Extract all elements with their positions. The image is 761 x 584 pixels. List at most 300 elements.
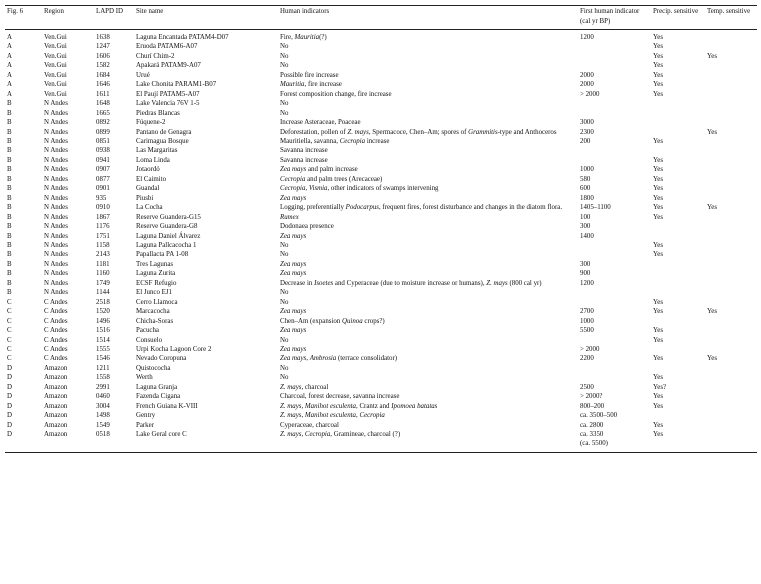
- cell-lapd-id: 2143: [96, 251, 110, 259]
- cell-region: Amazon: [44, 412, 68, 420]
- cell-first-human-indicator: [578, 99, 651, 108]
- cell-fig: D: [7, 374, 12, 382]
- cell-site-name: Gentry: [136, 412, 156, 420]
- cell-human-indicators: Cyperaceae, charcoal: [280, 421, 339, 429]
- cell-temp-sensitive: [705, 288, 757, 297]
- cell-temp-sensitive: [705, 137, 757, 146]
- cell-lapd-id: 1638: [96, 34, 110, 41]
- cell-region: N Andes: [44, 166, 68, 174]
- cell-site-name: French Guiana K-VIII: [136, 402, 198, 410]
- cell-first-human-indicator: [578, 364, 651, 373]
- cell-region: N Andes: [44, 232, 68, 240]
- cell-site-name: Lake Valencia 76V 1-5: [136, 100, 200, 108]
- table-row: [5, 279, 757, 288]
- table-row: [5, 99, 757, 108]
- cell-first-human-indicator: 300: [580, 223, 591, 231]
- cell-site-name: Piedras Blancas: [136, 109, 180, 117]
- cell-site-name: Loma Linda: [136, 156, 170, 164]
- cell-region: N Andes: [44, 289, 68, 297]
- cell-site-name: Carimagua Bosque: [136, 137, 189, 145]
- cell-lapd-id: 0460: [96, 393, 110, 401]
- cell-first-human-indicator: 2500: [580, 383, 594, 391]
- table-row: [5, 373, 757, 382]
- cell-fig: B: [7, 213, 12, 221]
- cell-precip-sensitive: Yes: [653, 62, 664, 70]
- table-row: [5, 52, 757, 61]
- table-row: [5, 213, 757, 222]
- cell-site-name: Laguna Pallcacocha 1: [136, 241, 197, 249]
- cell-first-human-indicator: 2700: [580, 308, 594, 316]
- cell-human-indicators: Dodonaea presence: [280, 223, 334, 231]
- cell-human-indicators: No: [280, 43, 289, 51]
- cell-site-name: Lake Chonita PARAM1-B07: [136, 81, 217, 89]
- cell-first-human-indicator: > 2000?: [580, 393, 603, 401]
- cell-region: Amazon: [44, 374, 68, 382]
- cell-temp-sensitive: [705, 402, 757, 411]
- cell-temp-sensitive: [705, 222, 757, 231]
- cell-human-indicators: Mauritia, fire increase: [280, 81, 342, 89]
- cell-fig: B: [7, 260, 12, 268]
- cell-site-name: Guandal: [136, 185, 160, 193]
- cell-precip-sensitive: Yes: [653, 251, 664, 259]
- cell-region: C Andes: [44, 345, 68, 353]
- cell-precip-sensitive: Yes: [653, 43, 664, 51]
- cell-lapd-id: 1181: [96, 260, 110, 268]
- cell-fig: D: [7, 383, 12, 391]
- cell-human-indicators: Forest composition change, fire increase: [280, 90, 392, 98]
- cell-first-human-indicator: 900: [580, 270, 591, 278]
- cell-fig: A: [7, 52, 12, 60]
- cell-region: N Andes: [44, 204, 68, 212]
- cell-region: N Andes: [44, 251, 68, 259]
- cell-fig: B: [7, 100, 12, 108]
- cell-human-indicators: Rumex: [280, 213, 299, 221]
- cell-region: Ven.Gui: [44, 34, 67, 41]
- cell-region: C Andes: [44, 327, 68, 335]
- cell-first-human-indicator: [578, 336, 651, 345]
- table-row: [5, 430, 757, 452]
- cell-human-indicators: Z. mays, charcoal: [280, 383, 329, 391]
- cell-temp-sensitive: [705, 298, 757, 307]
- cell-region: N Andes: [44, 137, 68, 145]
- table-row: [5, 354, 757, 363]
- cell-region: Ven.Gui: [44, 52, 67, 60]
- table-row: [5, 345, 757, 354]
- header-site-name: Site name: [136, 8, 164, 15]
- cell-first-human-indicator: [578, 146, 651, 155]
- cell-lapd-id: 1516: [96, 327, 110, 335]
- cell-fig: A: [7, 90, 12, 98]
- cell-fig: B: [7, 289, 12, 297]
- cell-precip-sensitive: Yes: [653, 336, 664, 344]
- table-row: [5, 241, 757, 250]
- cell-temp-sensitive: Yes: [707, 308, 718, 316]
- cell-site-name: Cerro Llamoca: [136, 298, 178, 306]
- header-fig: Fig. 6: [7, 8, 24, 15]
- cell-lapd-id: 1665: [96, 109, 110, 117]
- cell-region: N Andes: [44, 147, 68, 155]
- cell-fig: B: [7, 156, 12, 164]
- cell-region: N Andes: [44, 175, 68, 183]
- cell-human-indicators: No: [280, 100, 289, 108]
- table-row: [5, 61, 757, 70]
- cell-first-human-indicator: 300: [580, 260, 591, 268]
- cell-human-indicators: No: [280, 251, 289, 259]
- cell-temp-sensitive: [705, 269, 757, 278]
- cell-fig: A: [7, 43, 12, 51]
- cell-human-indicators: Zea mays: [280, 345, 307, 353]
- cell-lapd-id: 1498: [96, 412, 110, 420]
- cell-first-human-indicator: 5500: [580, 327, 594, 335]
- cell-precip-sensitive: Yes: [653, 156, 664, 164]
- cell-fig: B: [7, 223, 12, 231]
- cell-human-indicators: Charcoal, forest decrease, savanna increase: [280, 393, 400, 401]
- cell-site-name: Fazenda Cigana: [136, 393, 181, 401]
- cell-fig: D: [7, 431, 12, 439]
- cell-temp-sensitive: [705, 71, 757, 80]
- cell-region: C Andes: [44, 308, 68, 316]
- cell-human-indicators: Zea mays: [280, 194, 307, 202]
- cell-temp-sensitive: [705, 165, 757, 174]
- cell-human-indicators: Zea mays and palm increase: [280, 166, 358, 174]
- cell-fig: D: [7, 421, 12, 429]
- cell-precip-sensitive: [651, 260, 705, 269]
- cell-first-human-indicator: ca. 2800: [580, 421, 604, 429]
- cell-lapd-id: 0901: [96, 185, 110, 193]
- cell-human-indicators: Zea mays: [280, 232, 307, 240]
- cell-lapd-id: 0907: [96, 166, 110, 174]
- table-row: [5, 203, 757, 212]
- cell-site-name: Laguna Granja: [136, 383, 178, 391]
- cell-human-indicators: Cecropia and palm trees (Arecaceae): [280, 175, 383, 183]
- cell-site-name: Urué: [136, 71, 150, 79]
- cell-precip-sensitive: Yes: [653, 308, 664, 316]
- cell-human-indicators: No: [280, 374, 289, 382]
- cell-site-name: Tres Lagunas: [136, 260, 174, 268]
- cell-lapd-id: 1648: [96, 100, 110, 108]
- cell-first-human-indicator: 1200: [580, 279, 594, 287]
- table-row: [5, 392, 757, 401]
- cell-region: Amazon: [44, 431, 68, 439]
- cell-site-name: Apakará PATAM9-A07: [136, 62, 201, 70]
- cell-temp-sensitive: [705, 61, 757, 70]
- cell-human-indicators: Chen–Am (expansion Quinoa crops?): [280, 317, 385, 325]
- table-row: [5, 222, 757, 231]
- cell-fig: B: [7, 204, 12, 212]
- table-row: [5, 71, 757, 80]
- table-row: [5, 156, 757, 165]
- cell-temp-sensitive: [705, 430, 757, 452]
- cell-first-human-indicator: [578, 61, 651, 70]
- cell-lapd-id: 1546: [96, 355, 110, 363]
- cell-region: Amazon: [44, 402, 68, 410]
- cell-site-name: Reserve Guandera-G8: [136, 223, 198, 231]
- cell-lapd-id: 1749: [96, 279, 110, 287]
- cell-lapd-id: 2991: [96, 383, 110, 391]
- cell-fig: B: [7, 194, 12, 202]
- cell-site-name: El Paují PATAM5-A07: [136, 90, 200, 98]
- cell-temp-sensitive: Yes: [707, 355, 718, 363]
- table-row: [5, 42, 757, 51]
- cell-lapd-id: 0941: [96, 156, 110, 164]
- cell-human-indicators: No: [280, 52, 289, 60]
- cell-human-indicators: Z. mays, Cecropia, Gramineae, charcoal (?): [280, 431, 401, 439]
- cell-site-name: Laguna Zurita: [136, 270, 176, 278]
- cell-site-name: Eruoda PATAM6-A07: [136, 43, 198, 51]
- header-lapd-id: LAPD ID: [96, 8, 123, 15]
- cell-lapd-id: 0518: [96, 431, 110, 439]
- cell-region: C Andes: [44, 298, 68, 306]
- cell-first-human-indicator: [578, 42, 651, 51]
- cell-site-name: Parker: [136, 421, 154, 429]
- cell-site-name: Papallacta PA 1-08: [136, 251, 189, 259]
- cell-temp-sensitive: [705, 411, 757, 420]
- cell-first-human-indicator: 1800: [580, 194, 594, 202]
- cell-lapd-id: 1558: [96, 374, 110, 382]
- cell-site-name: Consuelo: [136, 336, 163, 344]
- cell-precip-sensitive: Yes: [653, 137, 664, 145]
- cell-site-name: Chicha-Soras: [136, 317, 174, 325]
- cell-precip-sensitive: Yes: [653, 194, 664, 202]
- table-row: [5, 80, 757, 89]
- cell-precip-sensitive: [651, 279, 705, 288]
- cell-first-human-indicator: 2300: [580, 128, 594, 136]
- cell-human-indicators: No: [280, 336, 289, 344]
- cell-lapd-id: 1611: [96, 90, 110, 98]
- cell-lapd-id: 1247: [96, 43, 110, 51]
- cell-precip-sensitive: [651, 411, 705, 420]
- cell-first-human-indicator: [578, 156, 651, 165]
- cell-region: Ven.Gui: [44, 81, 67, 89]
- cell-lapd-id: 0877: [96, 175, 110, 183]
- cell-temp-sensitive: [705, 80, 757, 89]
- cell-precip-sensitive: Yes: [653, 402, 664, 410]
- cell-first-human-indicator: [578, 288, 651, 297]
- header-region: Region: [44, 8, 64, 15]
- cell-region: N Andes: [44, 128, 68, 136]
- cell-site-name: El Caimito: [136, 175, 167, 183]
- cell-region: C Andes: [44, 355, 68, 363]
- cell-lapd-id: 1684: [96, 71, 110, 79]
- cell-fig: D: [7, 364, 12, 372]
- cell-human-indicators: Fire, Mauritia(?): [280, 34, 327, 41]
- cell-site-name: Laguna Encantada PATAM4-D07: [136, 34, 229, 41]
- cell-human-indicators: No: [280, 298, 289, 306]
- cell-lapd-id: 0938: [96, 147, 110, 155]
- cell-lapd-id: 1160: [96, 270, 110, 278]
- cell-temp-sensitive: Yes: [707, 52, 718, 60]
- data-table: [5, 5, 757, 453]
- cell-precip-sensitive: Yes: [653, 298, 664, 306]
- table-row: [5, 307, 757, 316]
- cell-precip-sensitive: [651, 288, 705, 297]
- cell-temp-sensitive: [705, 42, 757, 51]
- table-row: [5, 109, 757, 118]
- cell-region: Amazon: [44, 421, 68, 429]
- cell-fig: B: [7, 251, 12, 259]
- table-row: [5, 146, 757, 155]
- cell-lapd-id: 3004: [96, 402, 110, 410]
- cell-temp-sensitive: [705, 241, 757, 250]
- cell-region: Amazon: [44, 364, 68, 372]
- cell-site-name: Lake Geral core C: [136, 431, 187, 439]
- cell-human-indicators: Zea mays: [280, 308, 307, 316]
- table-row: [5, 260, 757, 269]
- cell-fig: B: [7, 119, 12, 127]
- table-row: [5, 288, 757, 297]
- header-first-human-indicator: First human indicator (cal yr BP): [580, 8, 640, 25]
- cell-human-indicators: Savanna increase: [280, 156, 328, 164]
- cell-lapd-id: 1211: [96, 364, 110, 372]
- cell-region: Ven.Gui: [44, 43, 67, 51]
- cell-temp-sensitive: [705, 118, 757, 127]
- table-row: [5, 421, 757, 430]
- cell-fig: C: [7, 327, 12, 335]
- header-precip-sensitive: Precip. sensitive: [653, 8, 699, 15]
- cell-fig: C: [7, 355, 12, 363]
- cell-human-indicators: Zea mays: [280, 270, 307, 278]
- cell-fig: D: [7, 412, 12, 420]
- cell-lapd-id: 0910: [96, 204, 110, 212]
- cell-first-human-indicator: 800–200: [580, 402, 605, 410]
- cell-temp-sensitive: [705, 156, 757, 165]
- cell-temp-sensitive: [705, 326, 757, 335]
- cell-lapd-id: 1646: [96, 81, 110, 89]
- cell-temp-sensitive: [705, 194, 757, 203]
- cell-precip-sensitive: Yes: [653, 52, 664, 60]
- cell-region: N Andes: [44, 241, 68, 249]
- cell-site-name: Quistococha: [136, 364, 171, 372]
- table-row: [5, 298, 757, 307]
- cell-first-human-indicator: ca. 3350 (ca. 5500): [580, 431, 608, 448]
- cell-fig: C: [7, 336, 12, 344]
- cell-fig: B: [7, 175, 12, 183]
- cell-fig: B: [7, 232, 12, 240]
- cell-site-name: Werth: [136, 374, 153, 382]
- cell-precip-sensitive: Yes: [653, 241, 664, 249]
- cell-precip-sensitive: Yes?: [653, 383, 667, 391]
- cell-first-human-indicator: 600: [580, 185, 591, 193]
- cell-temp-sensitive: Yes: [707, 128, 718, 136]
- cell-site-name: Las Margaritas: [136, 147, 178, 155]
- cell-region: Ven.Gui: [44, 90, 67, 98]
- cell-temp-sensitive: [705, 373, 757, 382]
- cell-fig: B: [7, 241, 12, 249]
- cell-human-indicators: No: [280, 289, 289, 297]
- cell-region: N Andes: [44, 260, 68, 268]
- cell-fig: C: [7, 308, 12, 316]
- table-row: [5, 184, 757, 193]
- cell-region: N Andes: [44, 119, 68, 127]
- cell-fig: B: [7, 137, 12, 145]
- cell-precip-sensitive: Yes: [653, 81, 664, 89]
- cell-fig: B: [7, 166, 12, 174]
- cell-lapd-id: 1176: [96, 223, 110, 231]
- table-container: [5, 5, 757, 453]
- cell-temp-sensitive: [705, 213, 757, 222]
- cell-human-indicators: No: [280, 241, 289, 249]
- cell-human-indicators: Savanna increase: [280, 147, 328, 155]
- cell-fig: A: [7, 81, 12, 89]
- table-row: [5, 269, 757, 278]
- cell-first-human-indicator: 1400: [580, 232, 594, 240]
- cell-region: Ven.Gui: [44, 71, 67, 79]
- cell-first-human-indicator: ca. 3500–500: [580, 412, 618, 420]
- cell-human-indicators: Possible fire increase: [280, 71, 339, 79]
- cell-first-human-indicator: 100: [580, 213, 591, 221]
- cell-precip-sensitive: Yes: [653, 175, 664, 183]
- cell-first-human-indicator: 2200: [580, 355, 594, 363]
- cell-first-human-indicator: 1000: [580, 317, 594, 325]
- cell-region: C Andes: [44, 336, 68, 344]
- cell-site-name: Laguna Daniel Álvarez: [136, 232, 201, 240]
- cell-region: Amazon: [44, 393, 68, 401]
- cell-precip-sensitive: Yes: [653, 393, 664, 401]
- cell-first-human-indicator: 200: [580, 137, 591, 145]
- cell-fig: D: [7, 393, 12, 401]
- cell-region: N Andes: [44, 100, 68, 108]
- table-row: [5, 137, 757, 146]
- cell-first-human-indicator: 1200: [580, 34, 594, 41]
- table-row: [5, 383, 757, 392]
- table-row: [5, 30, 757, 43]
- cell-site-name: Urpi Kocha Lagoon Core 2: [136, 345, 212, 353]
- table-row: [5, 364, 757, 373]
- cell-temp-sensitive: [705, 364, 757, 373]
- cell-lapd-id: 1144: [96, 289, 110, 297]
- cell-fig: D: [7, 402, 12, 410]
- cell-precip-sensitive: [651, 269, 705, 278]
- cell-region: N Andes: [44, 270, 68, 278]
- cell-region: N Andes: [44, 156, 68, 164]
- cell-first-human-indicator: [578, 109, 651, 118]
- cell-temp-sensitive: [705, 383, 757, 392]
- cell-fig: B: [7, 147, 12, 155]
- cell-region: N Andes: [44, 109, 68, 117]
- table-row: [5, 165, 757, 174]
- cell-temp-sensitive: [705, 184, 757, 193]
- cell-temp-sensitive: [705, 260, 757, 269]
- cell-fig: B: [7, 128, 12, 136]
- cell-temp-sensitive: [705, 109, 757, 118]
- cell-first-human-indicator: [578, 241, 651, 250]
- table-row: [5, 250, 757, 259]
- cell-human-indicators: Z. mays, Manihot esculenta, Cecropia: [280, 412, 385, 420]
- cell-human-indicators: Logging, preferentially Podocarpus, frequent fires, forest disturbance and changes in the diatom flora.: [280, 204, 563, 212]
- table-row: [5, 411, 757, 420]
- table-body: [5, 30, 757, 453]
- cell-temp-sensitive: [705, 345, 757, 354]
- cell-region: Ven.Gui: [44, 62, 67, 70]
- table-row: [5, 326, 757, 335]
- header-human-indicators: Human indicators: [280, 8, 330, 15]
- table-row: [5, 194, 757, 203]
- cell-first-human-indicator: 2000: [580, 81, 594, 89]
- cell-human-indicators: Zea mays, Ambrosia (terrace consolidator): [280, 355, 398, 363]
- cell-human-indicators: No: [280, 364, 289, 372]
- cell-precip-sensitive: [651, 317, 705, 326]
- cell-temp-sensitive: [705, 30, 757, 43]
- cell-site-name: ECSF Refugio: [136, 279, 177, 287]
- cell-fig: C: [7, 345, 12, 353]
- cell-lapd-id: 1549: [96, 421, 110, 429]
- cell-first-human-indicator: 2000: [580, 71, 594, 79]
- cell-site-name: Churí Chim-2: [136, 52, 175, 60]
- cell-precip-sensitive: Yes: [653, 355, 664, 363]
- cell-fig: C: [7, 298, 12, 306]
- table-row: [5, 128, 757, 137]
- cell-lapd-id: 1520: [96, 308, 110, 316]
